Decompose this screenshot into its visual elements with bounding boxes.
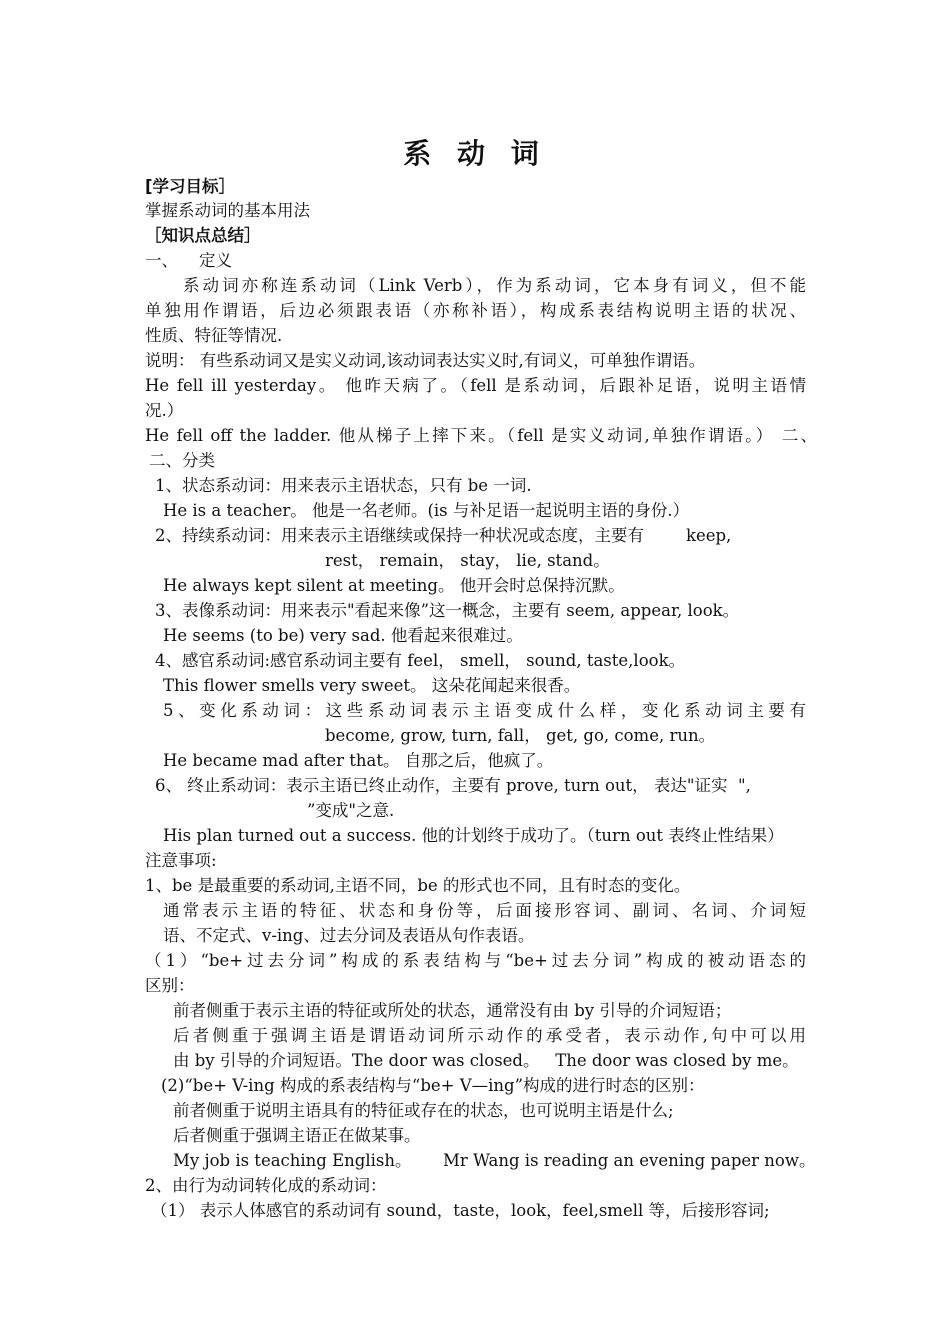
list-item-continuation: rest， remain， stay， lie, stand。 [325,551,610,570]
list-item: 2、持续系动词：用来表示主语继续或保持一种状况或态度，主要有 keep, [155,526,732,545]
example-line: He always kept silent at meeting。 他开会时总保持沉默。 [163,576,625,595]
section-heading-objectives: [学习目标］ [145,177,236,196]
paragraph-line: 况.） [145,401,184,420]
paragraph-line: 单独用作谓语，后边必须跟表语（亦称补语），构成系表结构说明主语的状况、 [145,301,806,320]
example-line: This flower smells very sweet。 这朵花闻起来很香。 [163,676,581,695]
example-line: His plan turned out a success. 他的计划终于成功了。（turn out 表终止性结果） [163,826,784,845]
paragraph-line: 掌握系动词的基本用法 [145,201,310,220]
paragraph-line: 通常表示主语的特征、状态和身份等，后面接形容词、副词、名词、介词短 [163,901,806,920]
list-item-continuation: become, grow, turn, fall， get, go, come, run。 [325,726,716,745]
paragraph-line: 1、be 是最重要的系动词,主语不同，be 的形式也不同，且有时态的变化。 [145,876,691,895]
paragraph-line: 由 by 引导的介词短语。The door was closed。 The door was closed by me。 [173,1051,799,1070]
paragraph-line: 说明： 有些系动词又是实义动词,该动词表达实义时,有词义，可单独作谓语。 [145,351,706,370]
paragraph-line: 前者侧重于说明主语具有的特征或存在的状态，也可说明主语是什么; [173,1101,674,1120]
paragraph-line: （1）“be+过去分词”构成的系表结构与“be+过去分词”构成的被动语态的 [145,951,806,970]
paragraph-line: 系动词亦称连系动词（Link Verb），作为系动词，它本身有词义，但不能 [183,276,806,295]
list-item: 5、变化系动词：这些系动词表示主语变成什么样，变化系动词主要有 [163,701,806,720]
example-line: He is a teacher。 他是一名老师。(is 与补足语一起说明主语的身份.） [163,501,690,520]
list-item: 4、感官系动词:感官系动词主要有 feel， smell， sound, taste,look。 [155,651,686,670]
paragraph-line: (2)“be+ V-ing 构成的系表结构与“be+ V—ing”构成的进行时态的区别： [161,1076,705,1095]
paragraph-line: （1） 表示人体感官的系动词有 sound，taste，look，feel,smell 等，后接形容词; [151,1201,770,1220]
example-line: He became mad after that。 自那之后，他疯了。 [163,751,554,770]
list-item: 1、状态系动词：用来表示主语状态，只有 be 一词. [155,476,532,495]
paragraph-line: 后者侧重于强调主语正在做某事。 [173,1126,421,1145]
paragraph-line: 后者侧重于强调主语是谓语动词所示动作的承受者，表示动作,句中可以用 [173,1026,806,1045]
paragraph-line: 前者侧重于表示主语的特征或所处的状态，通常没有由 by 引导的介词短语； [173,1001,732,1020]
example-line: My job is teaching English。 Mr Wang is reading an evening paper now。 [173,1151,816,1170]
paragraph-line: 语、不定式、v-ing、过去分词及表语从句作表语。 [163,926,535,945]
paragraph-line: 二、分类 [149,451,215,470]
list-item-continuation: ”变成"之意. [307,801,395,820]
paragraph-line: 2、由行为动词转化成的系动词： [145,1176,387,1195]
document-title: 系 动 词 [403,137,547,170]
list-item: 3、表像系动词：用来表示"看起来像”这一概念，主要有 seem, appear, look。 [155,601,740,620]
section-heading-summary: ［知识点总结］ [145,226,261,245]
example-line: He seems (to be) very sad. 他看起来很难过。 [163,626,523,645]
paragraph-line: 区别： [145,976,195,995]
paragraph-line: He fell ill yesterday。 他昨天病了。（fell 是系动词，后跟补足语，说明主语情 [145,376,806,395]
paragraph-line: 一、 定义 [145,251,232,270]
notes-heading: 注意事项: [145,851,217,870]
paragraph-line: He fell off the ladder. 他从梯子上摔下来。（fell 是实义动词,单独作谓语。） 二、 [145,426,817,445]
paragraph-line: 性质、特征等情况. [145,326,283,345]
list-item: 6、 终止系动词：表示主语已终止动作，主要有 prove, turn out， 表达"证实 ", [155,776,751,795]
